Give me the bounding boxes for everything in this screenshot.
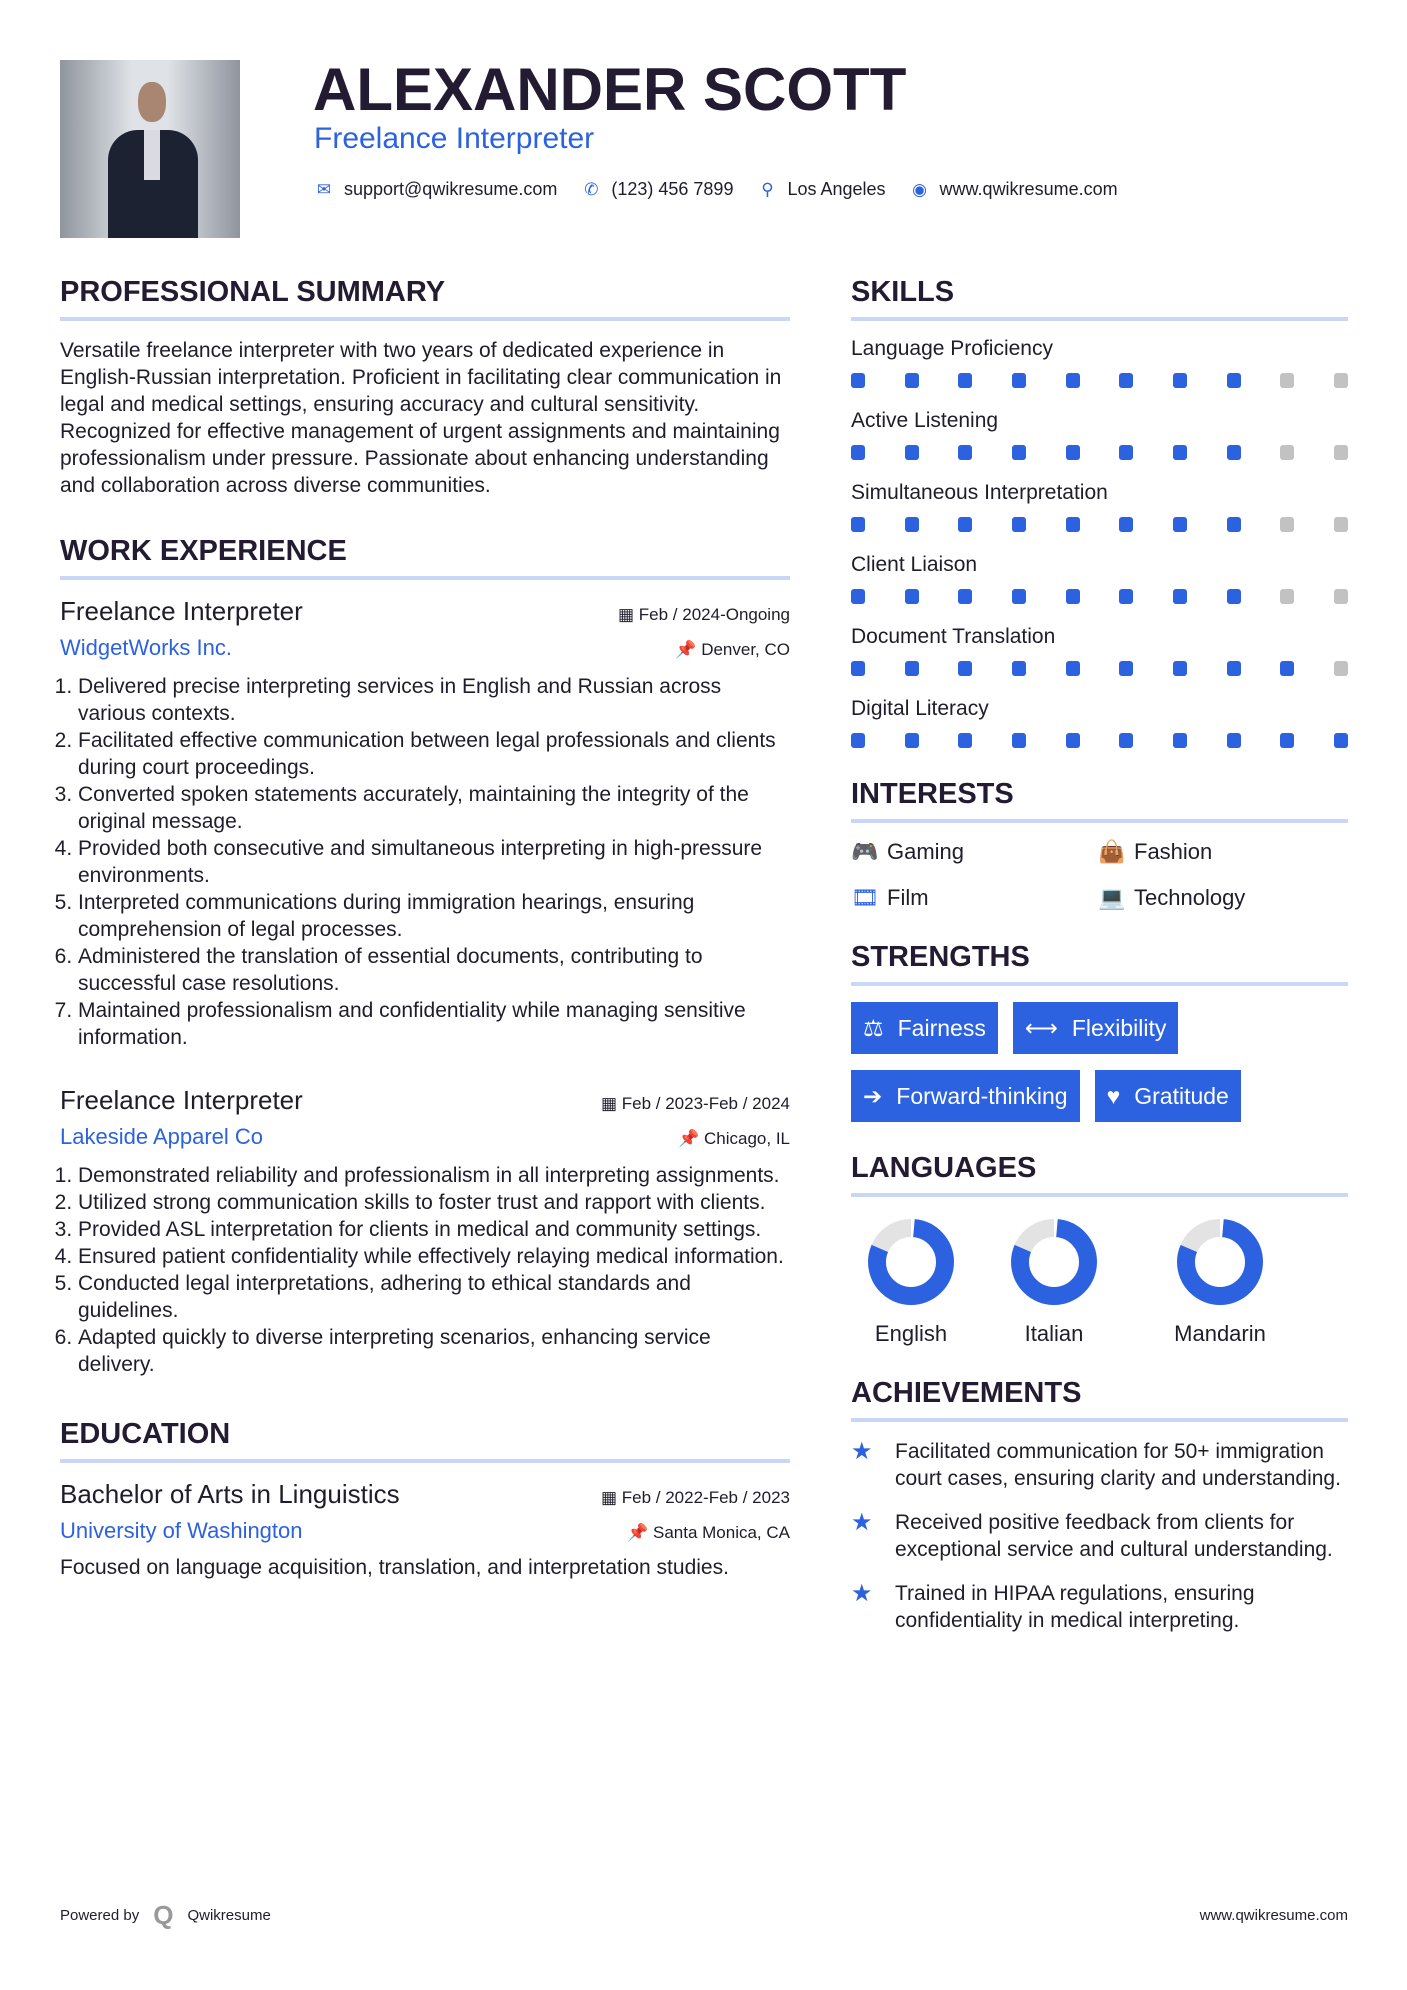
left-column	[60, 276, 790, 1601]
language-name: Italian	[1024, 1321, 1084, 1346]
achievement-text: Trained in HIPAA regulations, ensuring confidentiality in medical interpreting.	[895, 1582, 1255, 1632]
interest-item	[851, 839, 1098, 865]
company: Lakeside Apparel Co	[60, 1124, 264, 1149]
skill-dot	[1012, 733, 1026, 748]
skill-dot	[1119, 661, 1133, 676]
job-bullet: 6. Adapted quickly to diverse interpreting scenarios, enhancing service delivery.	[78, 1324, 790, 1378]
pin-icon: 📌	[678, 1129, 704, 1148]
achievement-item	[851, 1438, 1348, 1492]
skill-dot	[1119, 589, 1133, 604]
star-icon: ★	[851, 1580, 873, 1607]
phone: (123) 456 7899	[611, 179, 734, 199]
film-icon: 🎞	[851, 885, 879, 910]
interest-label: Technology	[1134, 885, 1246, 910]
calendar-icon: ▦	[600, 1488, 622, 1507]
achievement-text: Received positive feedback from clients for exceptional service and cultural understanding.	[895, 1511, 1333, 1561]
skill-dot	[905, 517, 919, 532]
job-bullet: 7. Maintained professionalism and confidentiality while managing sensitive information.	[78, 997, 790, 1051]
interest-item	[1098, 885, 1348, 911]
section-title-interests: INTERESTS	[851, 778, 1348, 823]
summary-text: Versatile freelance interpreter with two years of dedicated experience in English-Russian interpretation. Proficient in facilitating clear communication in legal and medical settings, ensuring accuracy and cultural sensitivity. Recognized for effective management of urgent assignments and maintaining professionalism under pressure. Passionate about enhancing understanding and collaboration across diverse communities.	[60, 339, 782, 497]
strength-badge	[1095, 1070, 1241, 1122]
qwikresume-logo-icon: Q	[153, 1900, 174, 1930]
job-location: Chicago, IL	[704, 1129, 790, 1148]
skill-rating	[851, 517, 1348, 532]
job-bullet: 5. Conducted legal interpretations, adhering to ethical standards and guidelines.	[78, 1270, 790, 1324]
calendar-icon: ▦	[617, 605, 639, 624]
candidate-name: ALEXANDER SCOTT	[313, 56, 907, 123]
language-name: English	[874, 1321, 948, 1346]
strength-badge	[1013, 1002, 1179, 1054]
shopping-bag-icon: 👜	[1098, 839, 1126, 864]
skill-dot	[1334, 445, 1348, 460]
skill-dot	[1227, 373, 1241, 388]
section-title-skills: SKILLS	[851, 276, 1348, 321]
skill-rating	[851, 733, 1348, 748]
skill-item	[851, 625, 1348, 676]
skill-dot	[1280, 445, 1294, 460]
skill-dot	[1227, 733, 1241, 748]
arrows-h-icon: ⟷	[1024, 1014, 1058, 1041]
skill-dot	[1119, 733, 1133, 748]
skill-rating	[851, 445, 1348, 460]
language-item	[851, 1217, 971, 1347]
job-bullet: 3. Provided ASL interpretation for clients in medical and community settings.	[78, 1216, 790, 1243]
interest-label: Film	[887, 885, 929, 910]
arrow-right-icon: ➔	[863, 1082, 883, 1109]
skill-item	[851, 697, 1348, 748]
job-bullet: 3. Converted spoken statements accurately, maintaining the integrity of the original message.	[78, 781, 790, 835]
skill-dot	[1119, 373, 1133, 388]
job-title: Freelance Interpreter	[60, 596, 303, 626]
pin-icon: 📌	[627, 1523, 653, 1542]
skill-dot	[851, 589, 865, 604]
job-bullet: 2. Utilized strong communication skills to foster trust and rapport with clients.	[78, 1189, 790, 1216]
skill-dot	[1012, 661, 1026, 676]
brand-link[interactable]: Qwikresume	[187, 1907, 271, 1924]
section-title-languages: LANGUAGES	[851, 1152, 1348, 1197]
skill-dot	[1066, 589, 1080, 604]
skill-dot	[1119, 517, 1133, 532]
job-bullet: 1. Delivered precise interpreting services in English and Russian across various contexts.	[78, 673, 790, 727]
skill-dot	[1334, 589, 1348, 604]
skill-dot	[1119, 445, 1133, 460]
skill-dot	[851, 733, 865, 748]
skill-dot	[905, 589, 919, 604]
skill-dot	[851, 517, 865, 532]
job-location: Denver, CO	[701, 640, 790, 659]
education-location: Santa Monica, CA	[652, 1523, 790, 1542]
education-text: Focused on language acquisition, translation, and interpretation studies.	[60, 1556, 729, 1579]
achievement-item	[851, 1509, 1348, 1563]
degree: Bachelor of Arts in Linguistics	[60, 1479, 400, 1509]
heart-icon: ♥	[1106, 1082, 1121, 1109]
achievement-item	[851, 1580, 1348, 1634]
footer-site[interactable]: www.qwikresume.com	[1199, 1907, 1348, 1924]
skill-dot	[1280, 589, 1294, 604]
language-donut	[1175, 1217, 1265, 1307]
skill-dot	[1334, 733, 1348, 748]
skill-dot	[1280, 373, 1294, 388]
skill-dot	[1066, 373, 1080, 388]
skill-item	[851, 337, 1348, 388]
skill-dot	[1227, 517, 1241, 532]
job-date: Feb / 2023-Feb / 2024	[621, 1094, 790, 1113]
achievement-text: Facilitated communication for 50+ immigration court cases, ensuring clarity and understanding.	[895, 1440, 1341, 1490]
skill-dot	[1173, 589, 1187, 604]
skill-dot	[958, 517, 972, 532]
skill-dot	[1280, 733, 1294, 748]
interest-label: Fashion	[1134, 839, 1213, 864]
skill-dot	[905, 733, 919, 748]
skill-item	[851, 409, 1348, 460]
education-date: Feb / 2022-Feb / 2023	[621, 1488, 790, 1507]
language-item	[971, 1217, 1137, 1347]
strength-badge	[851, 1070, 1080, 1122]
education-entry	[60, 1479, 790, 1581]
language-name: Mandarin	[1174, 1321, 1266, 1346]
footer	[60, 1900, 1348, 1931]
job-title: Freelance Interpreter	[314, 122, 595, 155]
skill-dot	[958, 661, 972, 676]
interests-list	[851, 839, 1348, 911]
skill-dot	[905, 373, 919, 388]
language-donut	[866, 1217, 956, 1307]
laptop-icon: 💻	[1098, 885, 1126, 910]
skill-dot	[1066, 661, 1080, 676]
envelope-icon: ✉	[316, 179, 332, 199]
skill-item	[851, 553, 1348, 604]
skill-dot	[1066, 445, 1080, 460]
skill-dot	[958, 373, 972, 388]
skill-dot	[905, 661, 919, 676]
calendar-icon: ▦	[600, 1094, 622, 1113]
skill-rating	[851, 373, 1348, 388]
skill-dot	[1227, 445, 1241, 460]
map-marker-icon: ⚲	[761, 179, 774, 199]
job-bullet: 6. Administered the translation of essential documents, contributing to successful case resolutions.	[78, 943, 790, 997]
skill-dot	[1012, 517, 1026, 532]
skill-rating	[851, 661, 1348, 676]
skill-dot	[1173, 445, 1187, 460]
job-bullet: 2. Facilitated effective communication between legal professionals and clients during court proceedings.	[78, 727, 790, 781]
skill-dot	[1012, 589, 1026, 604]
skill-item	[851, 481, 1348, 532]
website[interactable]: www.qwikresume.com	[939, 179, 1118, 199]
strength-badge	[851, 1002, 998, 1054]
skill-dot	[1066, 517, 1080, 532]
skill-dot	[1066, 733, 1080, 748]
contact-bar	[314, 179, 1132, 200]
phone-icon: ✆	[584, 179, 599, 199]
skill-name: Document Translation	[851, 625, 1056, 648]
skill-dot	[1280, 661, 1294, 676]
skill-dot	[1173, 517, 1187, 532]
skill-name: Client Liaison	[851, 553, 978, 576]
school: University of Washington	[60, 1518, 303, 1543]
language-donut	[1009, 1217, 1099, 1307]
skill-dot	[1334, 661, 1348, 676]
location: Los Angeles	[787, 179, 886, 199]
skill-dot	[1227, 589, 1241, 604]
skill-dot	[958, 733, 972, 748]
section-title-summary: PROFESSIONAL SUMMARY	[60, 276, 790, 321]
skill-dot	[1012, 445, 1026, 460]
skill-dot	[958, 589, 972, 604]
section-title-education: EDUCATION	[60, 1418, 790, 1463]
skill-name: Simultaneous Interpretation	[851, 481, 1108, 504]
skill-dot	[851, 445, 865, 460]
skill-dot	[905, 445, 919, 460]
strength-label: Gratitude	[1134, 1082, 1229, 1109]
language-item	[1137, 1217, 1303, 1347]
job-entry	[60, 1085, 790, 1378]
skill-dot	[1173, 373, 1187, 388]
job-bullet: 4. Ensured patient confidentiality while effectively relaying medical information.	[78, 1243, 790, 1270]
section-title-strengths: STRENGTHS	[851, 941, 1348, 986]
job-date: Feb / 2024-Ongoing	[638, 605, 790, 624]
job-title: Freelance Interpreter	[60, 1085, 303, 1115]
company: WidgetWorks Inc.	[60, 635, 232, 660]
skill-dot	[851, 373, 865, 388]
job-bullet: 1. Demonstrated reliability and professionalism in all interpreting assignments.	[78, 1162, 790, 1189]
pin-icon: 📌	[675, 640, 702, 659]
globe-icon: ◉	[912, 179, 927, 199]
interest-item	[1098, 839, 1348, 865]
job-bullet: 5. Interpreted communications during immigration hearings, ensuring comprehension of legal processes.	[78, 889, 790, 943]
skill-name: Active Listening	[851, 409, 999, 432]
strengths-list	[851, 1002, 1348, 1122]
skill-dot	[851, 661, 865, 676]
section-title-achievements: ACHIEVEMENTS	[851, 1377, 1348, 1422]
skill-dot	[1012, 373, 1026, 388]
job-entry	[60, 596, 790, 1051]
job-bullet: 4. Provided both consecutive and simultaneous interpreting in high-pressure environments.	[78, 835, 790, 889]
skill-dot	[1280, 517, 1294, 532]
email[interactable]: support@qwikresume.com	[344, 179, 558, 199]
gamepad-icon: 🎮	[851, 839, 879, 864]
skill-dot	[1334, 373, 1348, 388]
skill-dot	[1334, 517, 1348, 532]
star-icon: ★	[851, 1509, 873, 1536]
interest-item	[851, 885, 1098, 911]
skill-dot	[958, 445, 972, 460]
skill-dot	[1173, 733, 1187, 748]
section-title-work: WORK EXPERIENCE	[60, 535, 790, 580]
strength-label: Fairness	[897, 1014, 986, 1041]
skill-dot	[1227, 661, 1241, 676]
star-icon: ★	[851, 1438, 873, 1465]
skill-name: Digital Literacy	[851, 697, 989, 720]
skill-dot	[1173, 661, 1187, 676]
interest-label: Gaming	[887, 839, 965, 864]
profile-photo	[60, 60, 240, 238]
powered-by: Powered by	[60, 1907, 140, 1924]
strength-label: Forward-thinking	[896, 1082, 1068, 1109]
strength-label: Flexibility	[1071, 1014, 1167, 1041]
right-column	[851, 276, 1348, 1651]
skill-rating	[851, 589, 1348, 604]
balance-scale-icon: ⚖	[863, 1014, 884, 1041]
skill-name: Language Proficiency	[851, 337, 1053, 360]
